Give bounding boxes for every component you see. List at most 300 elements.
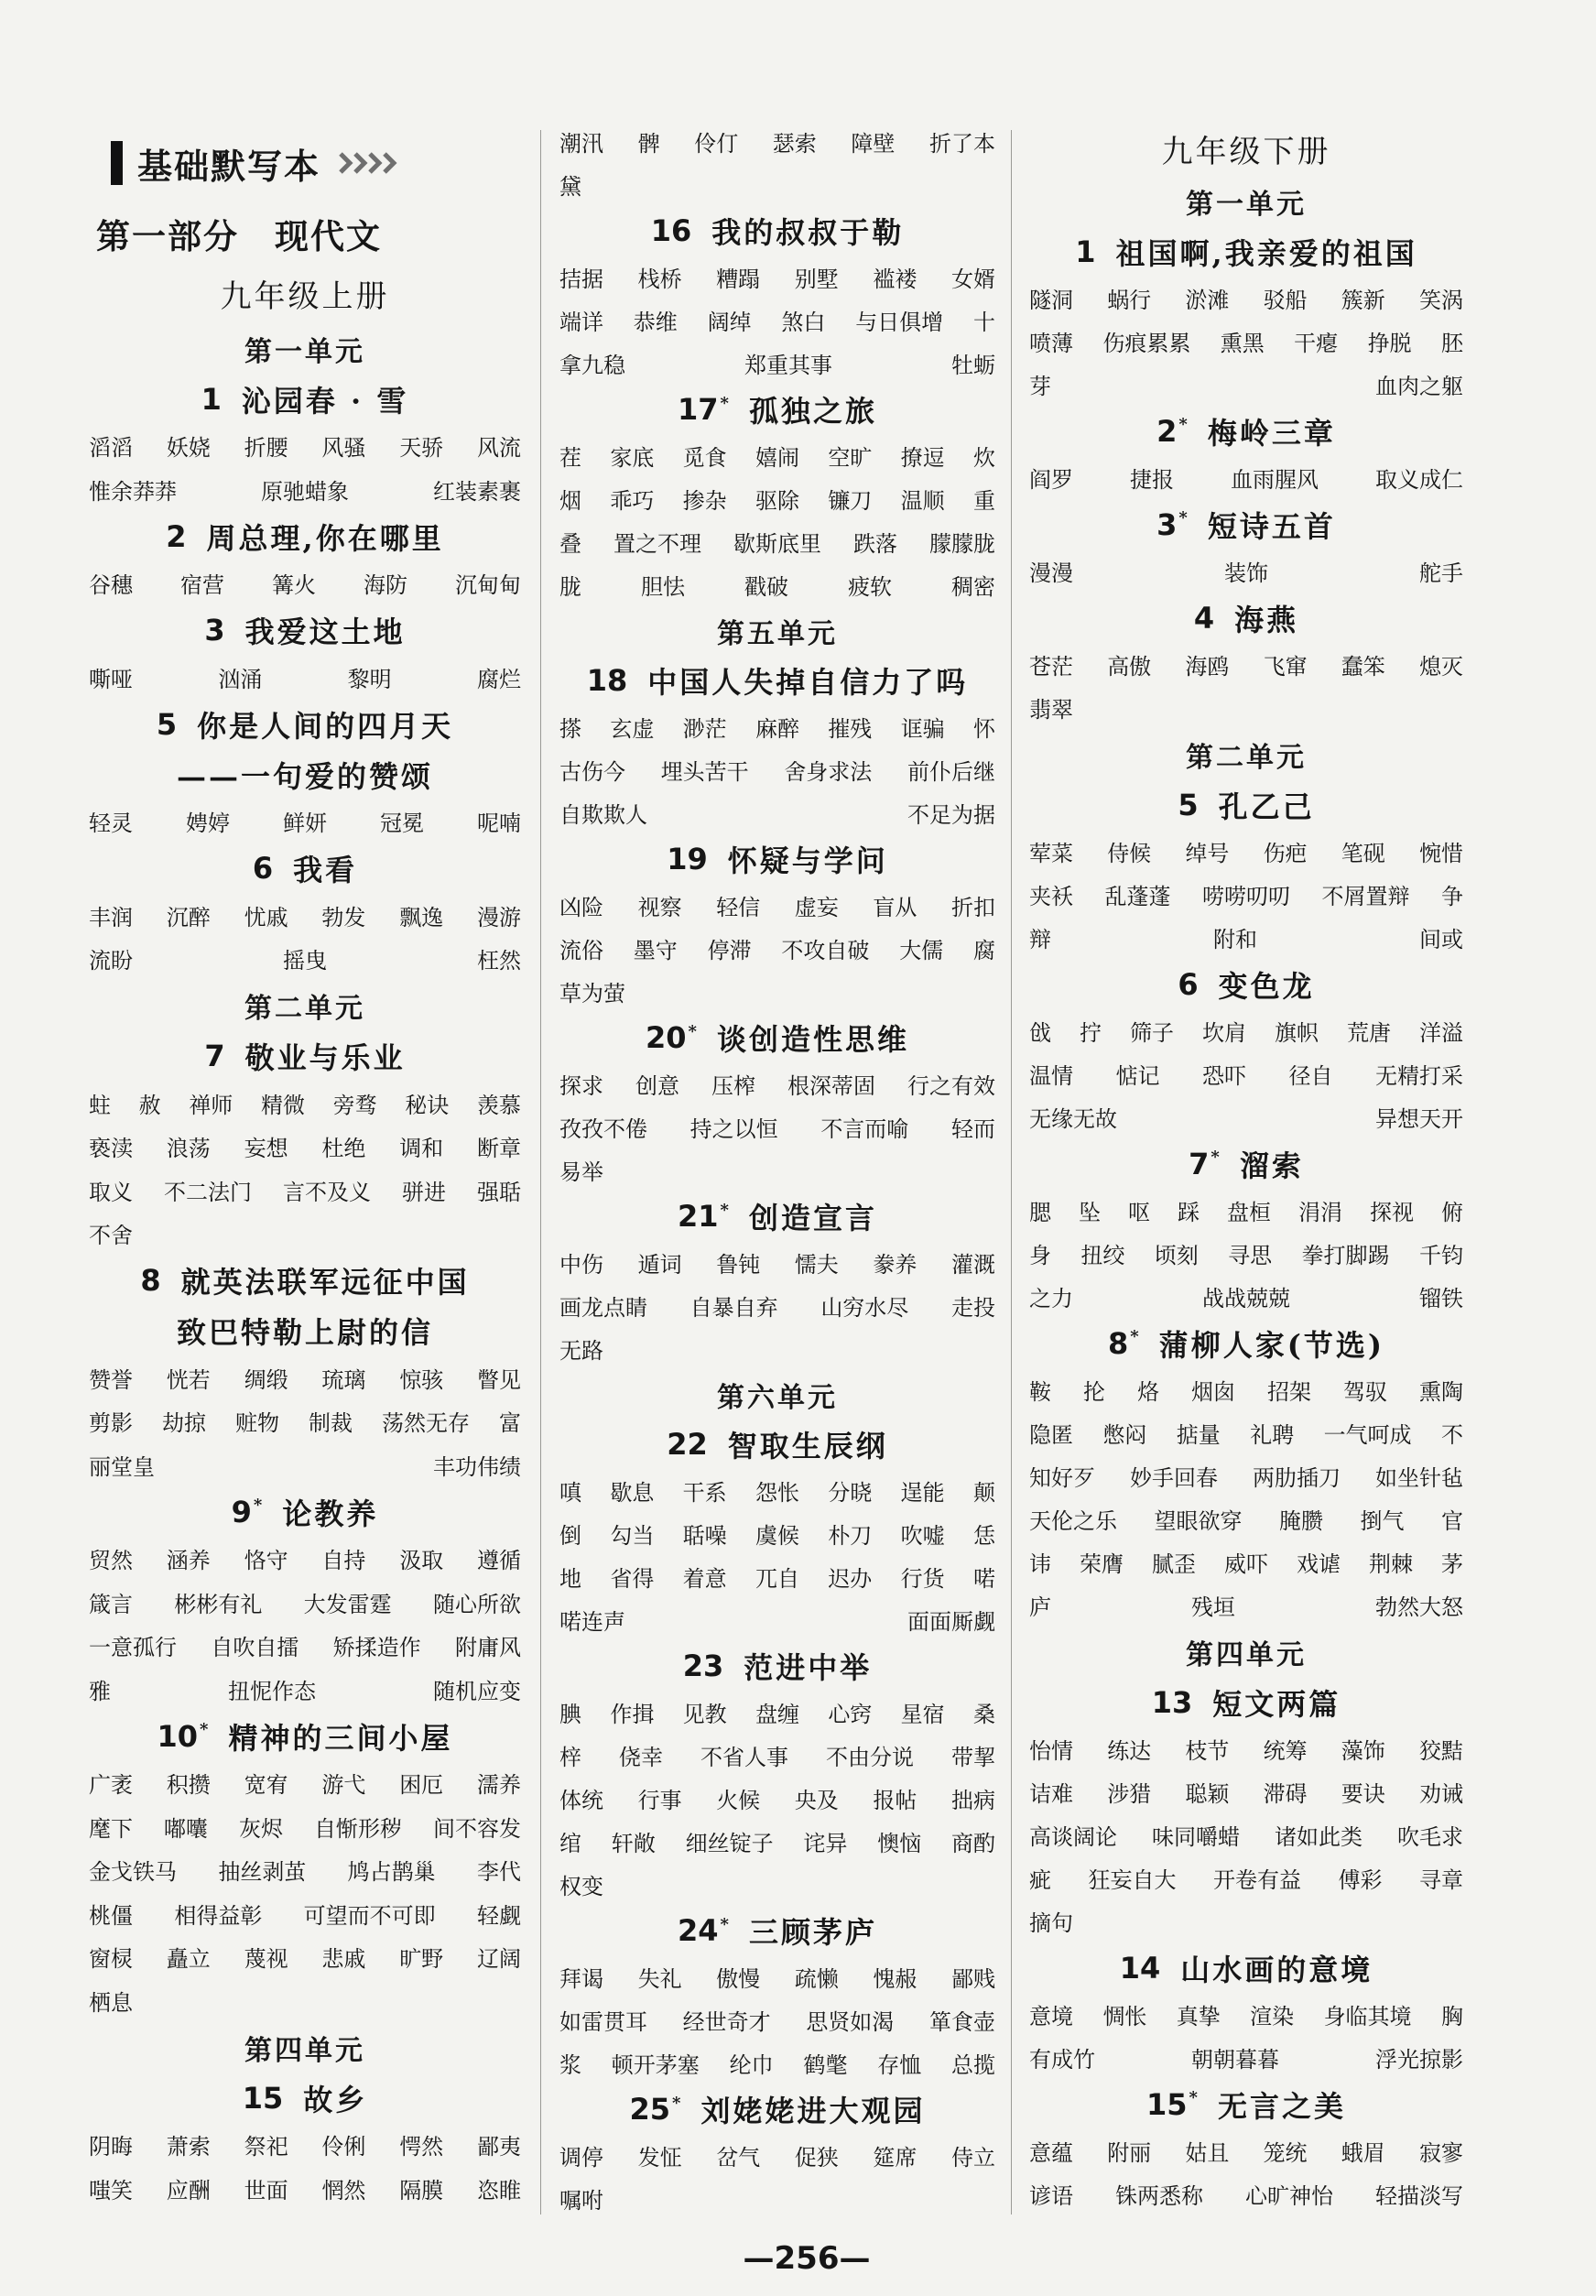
- vocabulary-word: 黛: [559, 174, 581, 200]
- vocabulary-word: 折腰: [244, 435, 288, 462]
- vocabulary-word: 不攻自破: [781, 938, 870, 963]
- vocabulary-word: 不舍: [89, 1223, 133, 1249]
- vocabulary-line: [1029, 1052, 1463, 1095]
- vocabulary-word: 恪守: [244, 1548, 288, 1574]
- lesson-heading: [89, 1486, 521, 1537]
- vocabulary-word: 筵席: [873, 2145, 917, 2171]
- vocabulary-word: 贸然: [89, 1548, 133, 1574]
- vocabulary-word: 不足为据: [907, 802, 995, 828]
- vocabulary-word: 不言而喻: [820, 1116, 909, 1142]
- lesson-number: 10: [157, 1718, 199, 1754]
- vocabulary-word: 炊: [972, 445, 995, 471]
- lesson-number: 21: [678, 1199, 719, 1234]
- vocabulary-word: 荆棘: [1369, 1551, 1413, 1577]
- vocabulary-word: 带挈: [951, 1745, 995, 1770]
- lesson-number: 8: [1108, 1325, 1129, 1361]
- lesson-number: 2: [1156, 413, 1178, 449]
- lesson-heading: [89, 374, 521, 424]
- vocabulary-line: [89, 1848, 521, 1892]
- vocabulary-word: 伶俐: [321, 2134, 366, 2160]
- lesson-title: 精神的三间小屋: [228, 1720, 453, 1756]
- lesson-mark: *: [1130, 1327, 1139, 1346]
- vocabulary-line: [559, 1148, 995, 1192]
- vocabulary-word: 栖息: [89, 1989, 133, 2016]
- grade-title: 九年级上册: [220, 277, 390, 315]
- vocabulary-word: 盘桓: [1227, 1200, 1271, 1225]
- grade-title: 九年级下册: [1161, 133, 1331, 170]
- lesson-title: 溜索: [1239, 1148, 1304, 1183]
- vocabulary-word: 星宿: [900, 1702, 945, 1727]
- vocabulary-word: 驳船: [1263, 288, 1308, 313]
- vocabulary-line: [1029, 1275, 1463, 1318]
- column-divider: [540, 130, 541, 2214]
- vocabulary-word: 伤疤: [1263, 841, 1308, 866]
- vocabulary-block: [1029, 1009, 1463, 1138]
- page-number: —256—: [743, 2240, 871, 2277]
- vocabulary-word: 篝火: [272, 572, 316, 599]
- vocabulary-line: [89, 424, 521, 468]
- vocabulary-word: 十: [972, 310, 995, 335]
- vocabulary-word: 别墅: [794, 267, 839, 292]
- vocabulary-word: 女婿: [950, 267, 995, 292]
- vocabulary-line: [1029, 1856, 1463, 1899]
- vocabulary-word: 嘟囔: [164, 1815, 208, 1842]
- vocabulary-word: 广袤: [89, 1772, 133, 1799]
- vocabulary-word: 伤痕累累: [1102, 331, 1191, 356]
- lesson-heading: [559, 2084, 995, 2134]
- lesson-title: 智取生辰纲: [727, 1429, 888, 1464]
- lesson-number: 3: [204, 613, 225, 647]
- vocabulary-word: 黎明: [347, 666, 392, 692]
- vocabulary-word: 舍身求法: [784, 759, 873, 785]
- vocabulary-word: 忧戚: [244, 904, 288, 930]
- vocabulary-word: 坠: [1079, 1200, 1101, 1225]
- vocabulary-line: [89, 1169, 521, 1213]
- vocabulary-line: [559, 1955, 995, 1998]
- vocabulary-line: [559, 1105, 995, 1148]
- lesson-heading: [559, 385, 995, 434]
- vocabulary-word: 高谈阔论: [1029, 1824, 1117, 1850]
- vocabulary-block: [559, 1955, 995, 2084]
- vocabulary-word: 浪荡: [166, 1136, 211, 1162]
- vocabulary-word: 鹤氅: [803, 2052, 848, 2078]
- lesson-number: 19: [667, 842, 708, 876]
- vocabulary-word: 喷薄: [1029, 331, 1073, 356]
- vocabulary-word: 嬉闹: [755, 445, 799, 471]
- vocabulary-word: 煞白: [781, 310, 826, 335]
- vocabulary-word: 麻醉: [755, 716, 799, 742]
- vocabulary-word: 乱蓬蓬: [1104, 884, 1171, 909]
- vocabulary-block: [89, 656, 521, 700]
- vocabulary-word: 血肉之躯: [1375, 374, 1463, 399]
- vocabulary-word: 岔气: [716, 2145, 761, 2171]
- lesson-number: 13: [1151, 1684, 1193, 1720]
- vocabulary-word: 枉然: [477, 948, 521, 974]
- vocabulary-word: 探求: [559, 1073, 603, 1099]
- vocabulary-word: 干系: [682, 1480, 727, 1506]
- vocabulary-word: 战战兢兢: [1202, 1286, 1290, 1311]
- vocabulary-word: 扭怩作态: [228, 1678, 316, 1704]
- vocabulary-line: [559, 1327, 995, 1370]
- vocabulary-line: [559, 1734, 995, 1777]
- vocabulary-word: 丽堂皇: [89, 1453, 155, 1480]
- vocabulary-word: 旷野: [399, 1946, 444, 1973]
- vocabulary-word: 鞍: [1029, 1379, 1051, 1405]
- vocabulary-word: 掺杂: [682, 488, 727, 514]
- vocabulary-line: [1029, 1583, 1463, 1627]
- vocabulary-word: 鲁钝: [716, 1252, 761, 1278]
- vocabulary-word: 熄灭: [1418, 654, 1463, 680]
- vocabulary-word: 笔砚: [1341, 841, 1385, 866]
- vocabulary-line: [1029, 1411, 1463, 1454]
- lesson-title: 山水画的意境: [1180, 1952, 1373, 1987]
- vocabulary-line: [1029, 686, 1463, 729]
- vocabulary-word: 无缘无故: [1029, 1106, 1117, 1132]
- vocabulary-word: 颠: [972, 1480, 995, 1506]
- vocabulary-word: 飞窜: [1263, 654, 1308, 680]
- lesson-heading: [89, 511, 521, 561]
- lesson-title: 范进中举: [744, 1650, 873, 1685]
- vocabulary-word: 呕: [1128, 1200, 1150, 1225]
- banner-bar: [111, 141, 123, 185]
- lesson-heading: [559, 1192, 995, 1241]
- vocabulary-word: 涉猎: [1107, 1781, 1152, 1807]
- vocabulary-word: 心窍: [828, 1702, 873, 1727]
- vocabulary-word: 虞候: [755, 1523, 799, 1549]
- vocabulary-line: [1029, 1993, 1463, 2036]
- vocabulary-word: 天伦之乐: [1029, 1508, 1117, 1534]
- vocabulary-word: 不屑置辩: [1321, 884, 1410, 909]
- lesson-heading: [1029, 1942, 1463, 1993]
- vocabulary-word: 淤滩: [1185, 288, 1230, 313]
- lesson-title: 短文两篇: [1212, 1686, 1341, 1722]
- vocabulary-word: 捷报: [1130, 467, 1174, 493]
- vocabulary-word: 不由分说: [826, 1745, 914, 1770]
- vocabulary-word: 山穷水尽: [820, 1295, 909, 1321]
- vocabulary-word: 荒唐: [1347, 1020, 1391, 1046]
- vocabulary-word: 诧异: [803, 1831, 848, 1856]
- vocabulary-block: [559, 1241, 995, 1370]
- lesson-heading: [89, 2073, 521, 2123]
- vocabulary-line: [559, 884, 995, 927]
- vocabulary-word: 李代: [476, 1859, 521, 1886]
- vocabulary-word: 撩逗: [900, 445, 945, 471]
- vocabulary-word: 不省人事: [700, 1745, 788, 1770]
- vocabulary-word: 异想天开: [1375, 1106, 1463, 1132]
- vocabulary-line: [89, 1761, 521, 1805]
- vocabulary-word: 濡养: [476, 1772, 521, 1799]
- vocabulary-word: 困厄: [399, 1772, 444, 1799]
- vocabulary-word: 踩: [1178, 1200, 1200, 1225]
- vocabulary-word: 嗔: [559, 1480, 581, 1506]
- vocabulary-word: 瑟索: [772, 131, 817, 157]
- vocabulary-word: 朴刀: [828, 1523, 873, 1549]
- vocabulary-word: 隔膜: [399, 2177, 444, 2204]
- vocabulary-word: 端详: [559, 310, 603, 335]
- vocabulary-word: 应酬: [166, 2177, 211, 2204]
- vocabulary-word: 歇斯底里: [733, 531, 821, 557]
- vocabulary-word: 玄虚: [610, 716, 655, 742]
- vocabulary-word: 阴晦: [89, 2134, 133, 2160]
- vocabulary-word: 要诀: [1341, 1781, 1385, 1807]
- lesson-number: 24: [678, 1913, 719, 1948]
- vocabulary-word: 惆怅: [1102, 2004, 1147, 2029]
- vocabulary-word: 簇新: [1341, 288, 1385, 313]
- vocabulary-word: 铢两悉称: [1115, 2183, 1203, 2209]
- vocabulary-word: 取义: [89, 1179, 133, 1205]
- vocabulary-line: [1029, 873, 1463, 916]
- lesson-number: 5: [1178, 787, 1199, 822]
- vocabulary-word: 流俗: [559, 938, 603, 963]
- vocabulary-line: [559, 163, 995, 206]
- vocabulary-line: [559, 477, 995, 520]
- vocabulary-block: [1029, 1993, 1463, 2079]
- vocabulary-word: 漫漫: [1029, 560, 1073, 586]
- vocabulary-word: 勃发: [321, 904, 366, 930]
- vocabulary-word: 望眼欲穿: [1154, 1508, 1243, 1534]
- vocabulary-line: [559, 970, 995, 1013]
- vocabulary-word: 家底: [610, 445, 655, 471]
- vocabulary-word: 附和: [1213, 927, 1257, 952]
- vocabulary-word: 洋溢: [1419, 1020, 1463, 1046]
- unit-heading: 第二单元: [1186, 741, 1307, 774]
- vocabulary-line: [1029, 1009, 1463, 1052]
- vocabulary-word: 抽丝剥茧: [218, 1859, 307, 1886]
- vocabulary-block: [1029, 550, 1463, 593]
- unit-heading: 第一单元: [244, 335, 365, 368]
- vocabulary-word: 思贤如渴: [806, 2009, 895, 2035]
- vocabulary-line: [1029, 1813, 1463, 1856]
- vocabulary-word: 诓骗: [900, 716, 945, 742]
- vocabulary-block: [1029, 2129, 1463, 2215]
- vocabulary-word: 一气呵成: [1323, 1422, 1412, 1448]
- vocabulary-word: 隧洞: [1029, 288, 1073, 313]
- lesson-title: 谈创造性思维: [716, 1022, 909, 1057]
- vocabulary-word: 诸如此类: [1275, 1824, 1363, 1850]
- vocabulary-word: 郑重其事: [744, 353, 832, 378]
- lesson-heading: [89, 1711, 521, 1761]
- vocabulary-line: [89, 1581, 521, 1625]
- vocabulary-word: 障壁: [851, 131, 896, 157]
- vocabulary-line: [1029, 2129, 1463, 2172]
- vocabulary-word: 蛀: [89, 1092, 111, 1118]
- vocabulary-word: 拙病: [950, 1788, 995, 1813]
- vocabulary-word: 轻而: [950, 1116, 995, 1142]
- lesson-mark: *: [1211, 1148, 1220, 1167]
- banner-title: 基础默写本: [137, 146, 321, 187]
- vocabulary-word: 桃僵: [89, 1902, 133, 1929]
- vocabulary-word: 旗帜: [1275, 1020, 1319, 1046]
- vocabulary-word: 疏懒: [794, 1966, 839, 1992]
- vocabulary-word: 见教: [682, 1702, 727, 1727]
- vocabulary-line: [559, 1777, 995, 1820]
- vocabulary-word: 笑涡: [1418, 288, 1463, 313]
- vocabulary-block: [559, 1062, 995, 1192]
- vocabulary-word: 报帖: [873, 1788, 917, 1813]
- vocabulary-word: 摇曳: [283, 948, 327, 974]
- vocabulary-word: 伶仃: [694, 131, 739, 157]
- vocabulary-word: 侥幸: [619, 1745, 663, 1770]
- vocabulary-block: [89, 800, 521, 843]
- vocabulary-line: [559, 2041, 995, 2084]
- vocabulary-word: 逞能: [900, 1480, 945, 1506]
- vocabulary-line: [1029, 1454, 1463, 1497]
- vocabulary-word: 原驰蜡象: [261, 478, 349, 505]
- vocabulary-word: 搽: [559, 716, 581, 742]
- vocabulary-word: 憋闷: [1102, 1422, 1147, 1448]
- vocabulary-line: [559, 299, 995, 342]
- lesson-title: 无言之美: [1217, 2088, 1346, 2124]
- vocabulary-word: 统筹: [1263, 1738, 1308, 1764]
- lesson-number: 16: [650, 213, 692, 248]
- vocabulary-word: 觅食: [682, 445, 727, 471]
- vocabulary-word: 捯气: [1360, 1508, 1405, 1534]
- lesson-heading: [89, 1256, 521, 1306]
- vocabulary-block: [559, 705, 995, 834]
- vocabulary-word: 绾: [559, 1831, 581, 1856]
- vocabulary-line: [1029, 830, 1463, 873]
- vocabulary-word: 断章: [476, 1136, 521, 1162]
- lesson-number: 25: [629, 2092, 671, 2127]
- vocabulary-block: [89, 424, 521, 511]
- vocabulary-word: 吹毛求: [1397, 1824, 1463, 1850]
- vocabulary-word: 汲取: [399, 1548, 444, 1574]
- unit-heading: 第六单元: [717, 1382, 838, 1414]
- lesson-heading: [1029, 779, 1463, 830]
- vocabulary-word: 熏黑: [1220, 331, 1265, 356]
- lesson-number: 8: [140, 1263, 161, 1298]
- vocabulary-line: [559, 1062, 995, 1105]
- lesson-title: 中国人失掉自信力了吗: [647, 665, 969, 700]
- vocabulary-line: [1029, 1727, 1463, 1770]
- vocabulary-word: 轻信: [716, 895, 761, 920]
- vocabulary-word: 滔滔: [89, 435, 133, 462]
- vocabulary-word: 创意: [635, 1073, 679, 1099]
- vocabulary-word: 掂量: [1176, 1422, 1221, 1448]
- vocabulary-word: 威吓: [1224, 1551, 1268, 1577]
- vocabulary-word: 视察: [637, 895, 682, 920]
- vocabulary-word: 灌溉: [950, 1252, 995, 1278]
- lesson-title: 海燕: [1234, 602, 1299, 637]
- vocabulary-word: 羡慕: [476, 1092, 521, 1118]
- vocabulary-word: 火候: [716, 1788, 761, 1813]
- vocabulary-line: [1029, 1497, 1463, 1540]
- lesson-mark: *: [720, 1201, 729, 1220]
- vocabulary-block: [89, 1082, 521, 1256]
- vocabulary-line: [1029, 1770, 1463, 1813]
- vocabulary-block: [89, 1537, 521, 1711]
- vocabulary-word: 身: [1029, 1243, 1051, 1268]
- vocabulary-word: 易举: [559, 1159, 603, 1185]
- vocabulary-word: 鸠占鹊巢: [347, 1859, 436, 1886]
- vocabulary-word: 自持: [321, 1548, 366, 1574]
- vocabulary-word: 言不及义: [283, 1179, 371, 1205]
- lesson-heading: [559, 1013, 995, 1062]
- vocabulary-word: 金戈铁马: [89, 1859, 177, 1886]
- vocabulary-word: 真挚: [1176, 2004, 1221, 2029]
- lesson-heading: [559, 656, 995, 705]
- lesson-number: 9: [231, 1494, 252, 1529]
- unit-heading: 第二单元: [244, 993, 365, 1025]
- vocabulary-line: [89, 1979, 521, 2023]
- vocabulary-word: 骈进: [402, 1179, 446, 1205]
- vocabulary-word: 诘难: [1029, 1781, 1073, 1807]
- vocabulary-word: 懦夫: [794, 1252, 839, 1278]
- vocabulary-word: 戏谑: [1297, 1551, 1341, 1577]
- lesson-heading: [1029, 1138, 1463, 1189]
- lesson-title: 祖国啊,我亲爱的祖国: [1115, 235, 1417, 271]
- lesson-heading: [89, 699, 521, 749]
- lesson-title: 我爱这土地: [244, 615, 406, 649]
- lesson-heading: [559, 1641, 995, 1691]
- vocabulary-word: 妄想: [244, 1136, 288, 1162]
- lesson-title: 论教养: [282, 1496, 379, 1531]
- vocabulary-word: 随心所欲: [432, 1591, 521, 1617]
- vocabulary-word: 涓涓: [1298, 1200, 1342, 1225]
- vocabulary-word: 杜绝: [321, 1136, 366, 1162]
- vocabulary-word: 意境: [1029, 2004, 1073, 2029]
- lesson-heading: [559, 206, 995, 256]
- vocabulary-word: 练达: [1107, 1738, 1152, 1764]
- vocabulary-word: 相得益彰: [174, 1902, 263, 1929]
- vocabulary-word: 怨怅: [755, 1480, 799, 1506]
- lesson-heading: [1029, 593, 1463, 643]
- vocabulary-word: 阎罗: [1029, 467, 1073, 493]
- vocabulary-line: [1029, 456, 1463, 499]
- lesson-title: 故乡: [303, 2082, 368, 2117]
- vocabulary-word: 狂妄自大: [1088, 1867, 1177, 1893]
- vocabulary-word: 轻觑: [476, 1902, 521, 1929]
- vocabulary-line: [1029, 1368, 1463, 1411]
- vocabulary-word: 扭绞: [1080, 1243, 1125, 1268]
- vocabulary-word: 勾当: [610, 1523, 655, 1549]
- vocabulary-line: [89, 1537, 521, 1581]
- lesson-mark: *: [1178, 415, 1188, 434]
- vocabulary-word: 调和: [399, 1136, 444, 1162]
- vocabulary-line: [1029, 1095, 1463, 1138]
- vocabulary-word: 地: [559, 1566, 581, 1592]
- vocabulary-word: 重: [972, 488, 995, 514]
- vocabulary-word: 朝朝暮暮: [1191, 2047, 1279, 2073]
- vocabulary-word: 拧: [1080, 1020, 1102, 1046]
- vocabulary-block: [559, 884, 995, 1013]
- vocabulary-word: 傅彩: [1338, 1867, 1383, 1893]
- vocabulary-word: 画龙点睛: [559, 1295, 647, 1321]
- vocabulary-word: 跌落: [853, 531, 897, 557]
- vocabulary-line: [89, 1668, 521, 1712]
- lesson-heading: [89, 605, 521, 656]
- vocabulary-word: 体统: [559, 1788, 603, 1813]
- lesson-number: 6: [252, 851, 274, 886]
- vocabulary-word: 渺茫: [682, 716, 727, 742]
- vocabulary-line: [89, 2167, 521, 2211]
- vocabulary-word: 姑且: [1185, 2140, 1230, 2166]
- vocabulary-word: 作揖: [610, 1702, 655, 1727]
- vocabulary-line: [1029, 916, 1463, 959]
- vocabulary-word: 沉甸甸: [455, 572, 521, 599]
- vocabulary-line: [1029, 643, 1463, 686]
- vocabulary-word: 抡: [1083, 1379, 1105, 1405]
- vocabulary-word: 虚妄: [794, 895, 839, 920]
- vocabulary-word: 笼统: [1263, 2140, 1308, 2166]
- vocabulary-word: 矫揉造作: [332, 1635, 421, 1661]
- vocabulary-word: 侍候: [1107, 841, 1152, 866]
- vocabulary-word: 惊骇: [399, 1366, 444, 1393]
- vocabulary-word: 天骄: [399, 435, 444, 462]
- vocabulary-word: 宿营: [180, 572, 224, 599]
- vocabulary-word: 萧索: [166, 2134, 211, 2160]
- vocabulary-word: 恍若: [166, 1366, 211, 1393]
